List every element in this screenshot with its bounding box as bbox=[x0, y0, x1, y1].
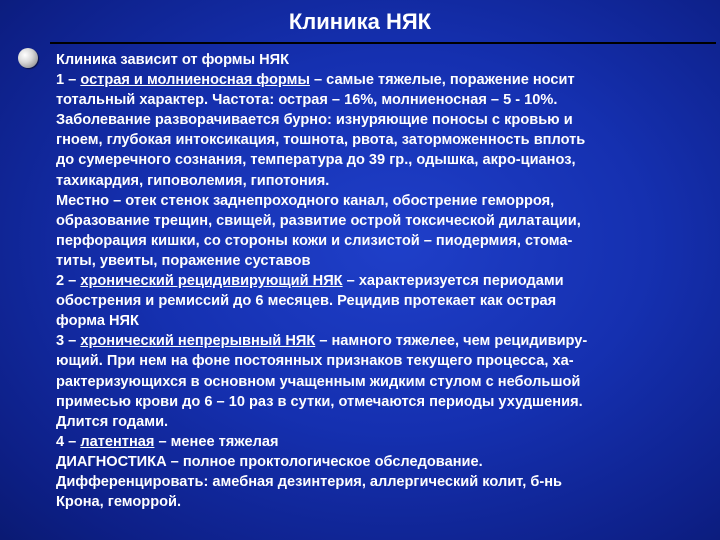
text-line: 4 – латентная – менее тяжелая bbox=[56, 433, 279, 450]
text-line: образование трещин, свищей, развитие острой токсической дилатации, bbox=[56, 212, 581, 229]
underlined-term: хронический рецидивирующий НЯК bbox=[80, 273, 343, 290]
text-line: Длится годами. bbox=[56, 413, 169, 430]
text-line: Местно – отек стенок заднепроходного канал, обострение геморроя, bbox=[56, 192, 555, 209]
text-line: ДИАГНОСТИКА – полное проктологическое обследование. bbox=[56, 453, 483, 470]
text-line: тахикардия, гиповолемия, гипотония. bbox=[56, 172, 330, 189]
underlined-term: хронический непрерывный НЯК bbox=[80, 333, 316, 350]
text-line: тотальный характер. Частота: острая – 16%, молниеносная – 5 - 10%. bbox=[56, 92, 558, 109]
underlined-term: латентная bbox=[80, 433, 155, 450]
slide-title: Клиника НЯК bbox=[288, 9, 432, 34]
sphere-bullet-icon bbox=[18, 48, 38, 68]
text-line: 1 – острая и молниеносная формы – самые тяжелые, поражение носит bbox=[56, 72, 575, 89]
text-line: Дифференцировать: амебная дезинтерия, аллергический колит, б-нь bbox=[56, 473, 563, 490]
text-line: Заболевание разворачивается бурно: изнуряющие поносы с кровью и bbox=[56, 112, 573, 129]
text-line: примесью крови до 6 – 10 раз в сутки, отмечаются периоды ухудшения. bbox=[56, 393, 583, 410]
text-line: рактеризующихся в основном учащенным жидким стулом с небольшой bbox=[56, 373, 581, 390]
text-line: 2 – хронический рецидивирующий НЯК – характеризуется периодами bbox=[56, 273, 564, 290]
text-line: до сумеречного сознания, температура до 39 гр., одышка, акро-цианоз, bbox=[56, 152, 576, 169]
text-line: 3 – хронический непрерывный НЯК – намного тяжелее, чем рецидивиру- bbox=[56, 333, 588, 350]
text-line: форма НЯК bbox=[56, 313, 139, 330]
title-divider bbox=[50, 42, 716, 44]
text-line: титы, увеиты, поражение суставов bbox=[56, 252, 311, 269]
text-line: Клиника зависит от формы НЯК bbox=[56, 52, 290, 68]
text-line: перфорация кишки, со стороны кожи и слизистой – пиодермия, стома- bbox=[56, 232, 573, 249]
text-line: Крона, геморрой. bbox=[56, 494, 182, 511]
text-line: гноем, глубокая интоксикация, тошнота, рвота, заторможенность вплоть bbox=[56, 132, 586, 149]
slide-body bbox=[56, 50, 708, 512]
underlined-term: острая и молниеносная формы bbox=[80, 72, 310, 89]
text-line: обострения и ремиссий до 6 месяцев. Рецидив протекает как острая bbox=[56, 293, 557, 310]
text-line: ющий. При нем на фоне постоянных признаков текущего процесса, ха- bbox=[56, 353, 574, 370]
